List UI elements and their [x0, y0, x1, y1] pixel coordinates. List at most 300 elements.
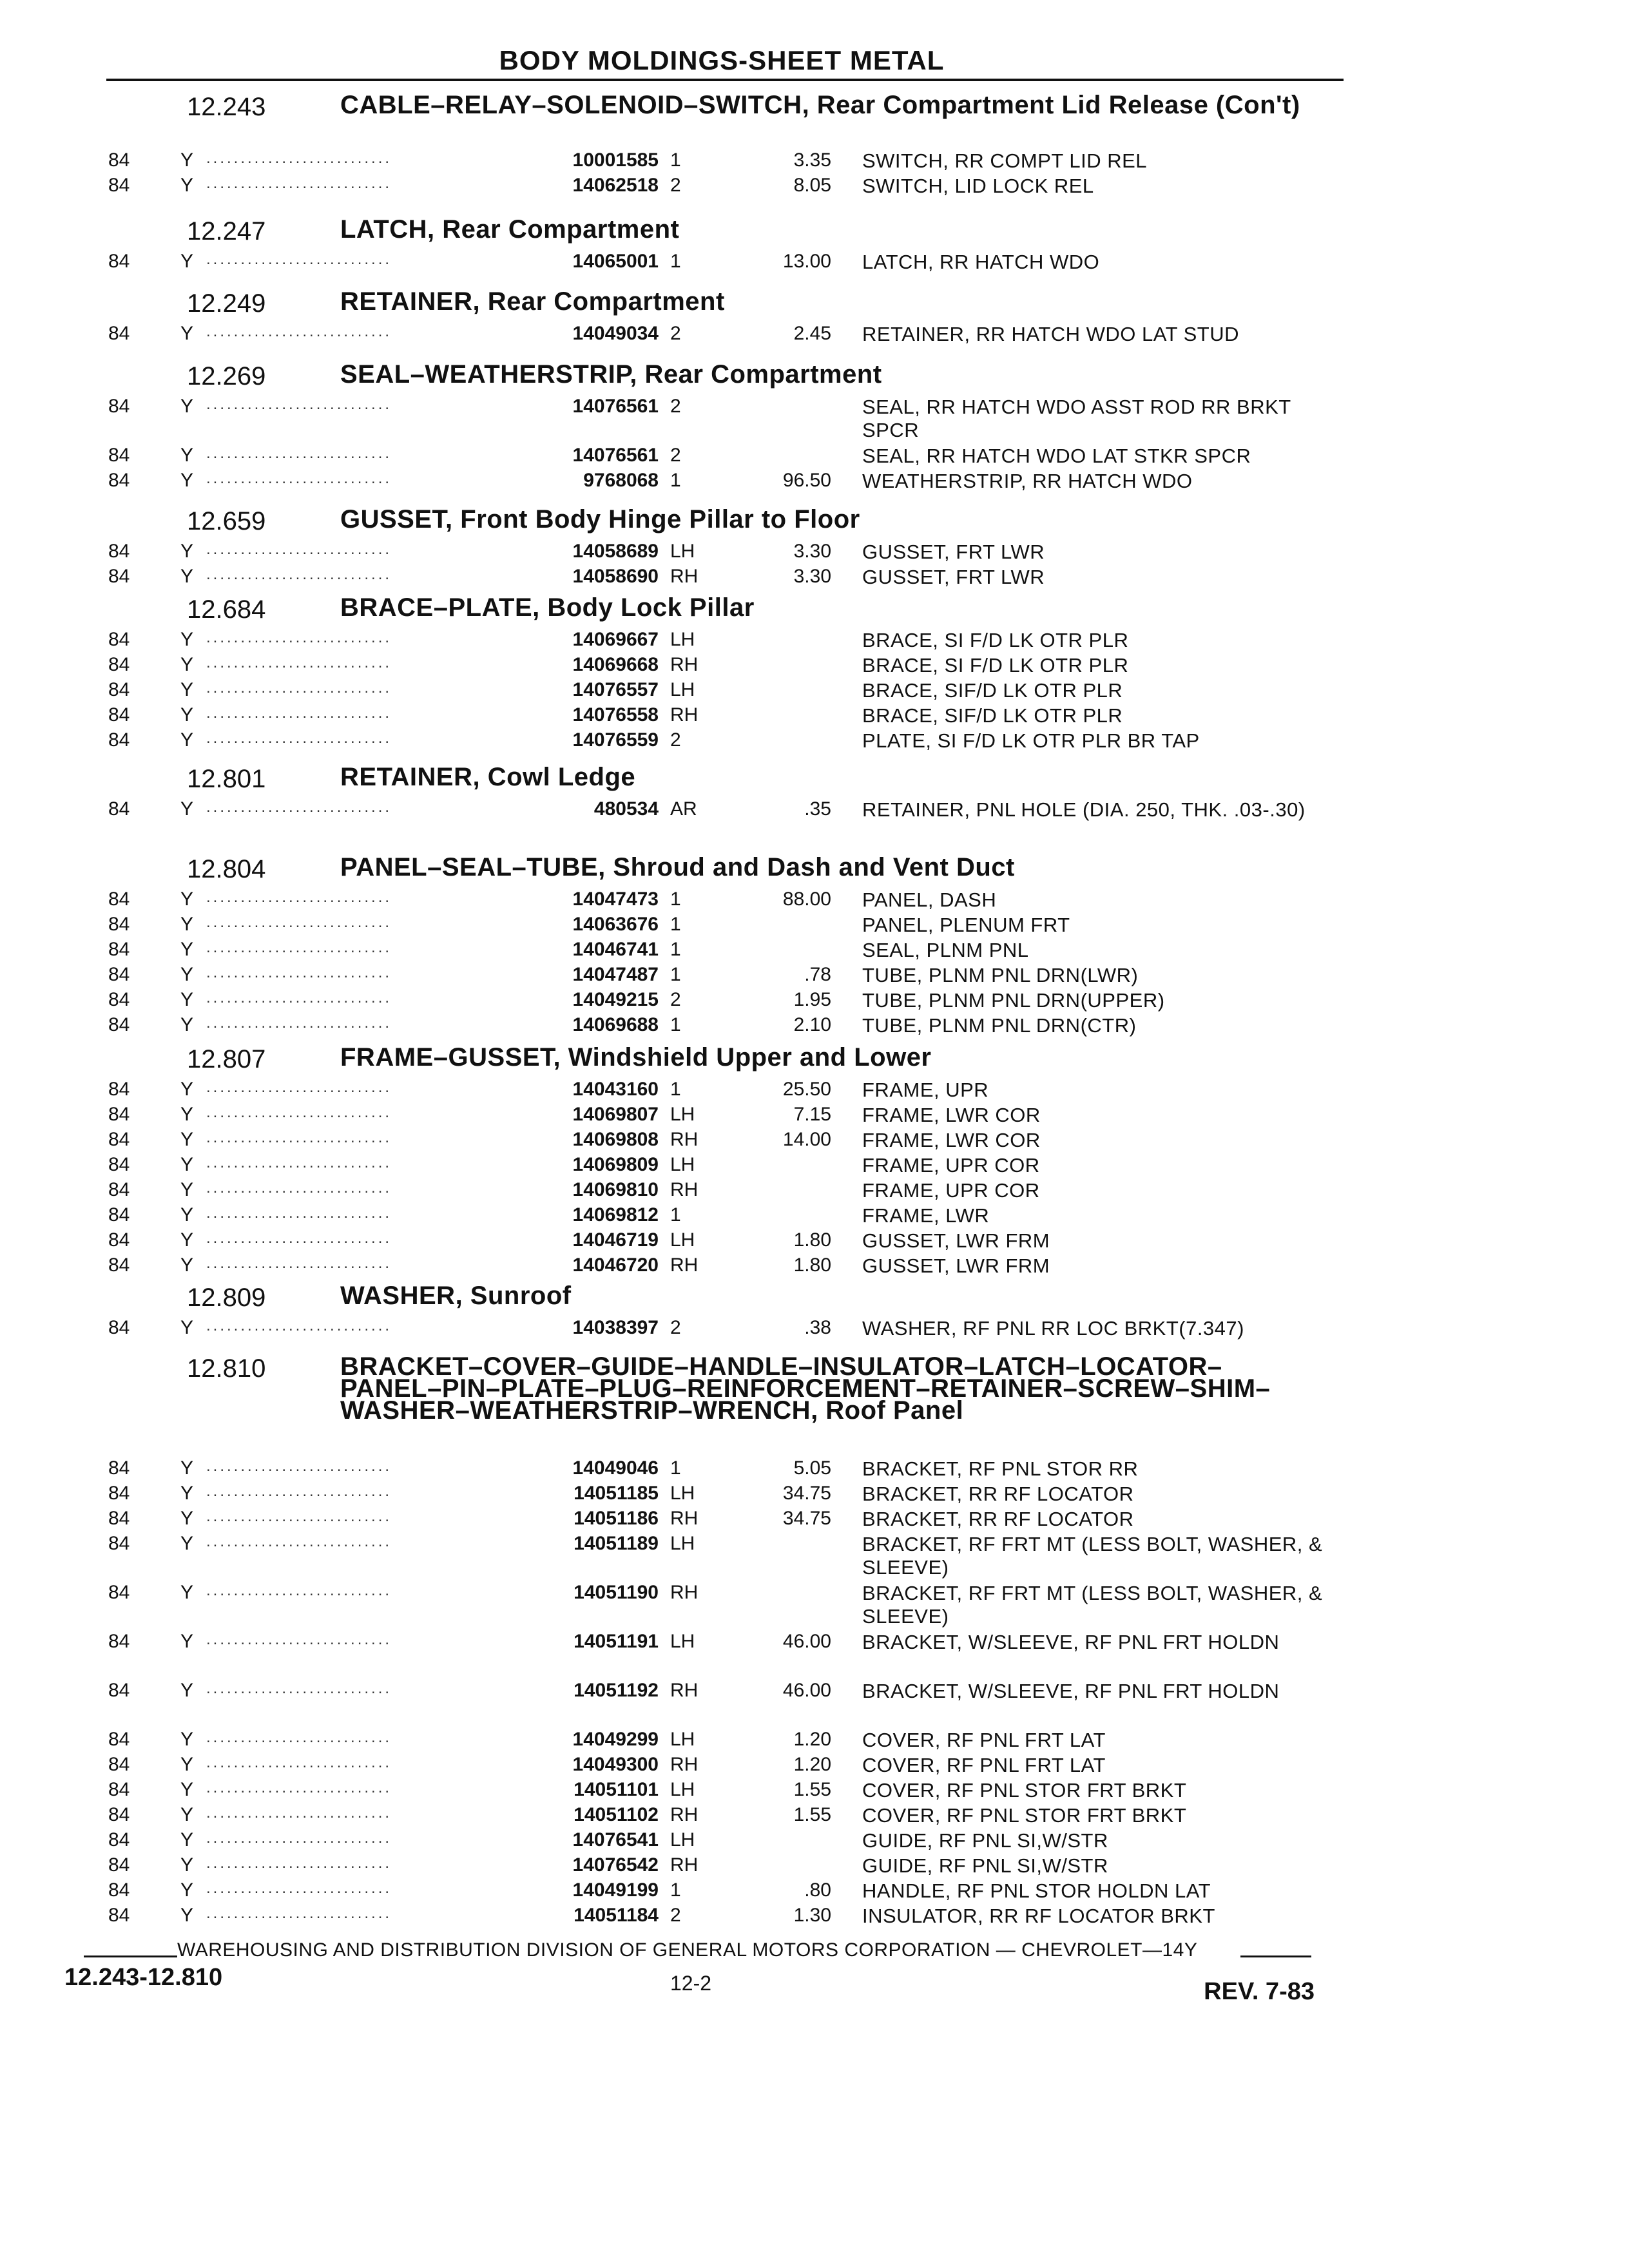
price: 3.35	[793, 149, 831, 171]
section-title: RETAINER, Cowl Ledge	[340, 763, 636, 791]
quantity: 2	[670, 323, 681, 344]
row-year: 84	[108, 704, 130, 726]
part-number: 14049299	[572, 1729, 659, 1750]
quantity: 1	[670, 1014, 681, 1035]
row-code: Y	[180, 1582, 194, 1603]
row-year: 84	[108, 566, 130, 587]
row-leader-dots: ...........................	[206, 1229, 392, 1247]
quantity: RH	[670, 654, 699, 675]
row-code: Y	[180, 1179, 194, 1200]
row-year: 84	[108, 1079, 130, 1100]
row-code: Y	[180, 1254, 194, 1276]
row-leader-dots: ...........................	[206, 1457, 392, 1475]
part-description: INSULATOR, RR RF LOCATOR BRKT	[862, 1905, 1215, 1927]
part-description: TUBE, PLNM PNL DRN(LWR)	[862, 964, 1139, 986]
part-description: GUSSET, LWR FRM	[862, 1254, 1050, 1277]
price: 34.75	[782, 1508, 831, 1529]
part-description: SWITCH, RR COMPT LID REL	[862, 149, 1148, 172]
part-description: FRAME, LWR	[862, 1204, 990, 1227]
section-title: BRACKET–COVER–GUIDE–HANDLE–INSULATOR–LATCH–LOCATOR–PANEL–PIN–PLATE–PLUG–REINFORCEMENT–RETAINER–SCREW–SHIM–WASHER–WEATHERSTRIP–WRENCH, Roof Panel	[340, 1352, 1271, 1425]
quantity: RH	[670, 1804, 699, 1825]
price: 13.00	[782, 251, 831, 272]
part-number: 14069807	[572, 1104, 659, 1125]
row-code: Y	[180, 175, 194, 196]
row-year: 84	[108, 1229, 130, 1251]
row-year: 84	[108, 1014, 130, 1035]
price: 3.30	[793, 566, 831, 587]
section-number: 12.659	[187, 507, 266, 535]
row-code: Y	[180, 445, 194, 466]
quantity: 1	[670, 1879, 681, 1901]
row-leader-dots: ...........................	[206, 1854, 392, 1872]
row-year: 84	[108, 470, 130, 491]
row-code: Y	[180, 798, 194, 820]
row-code: Y	[180, 1905, 194, 1926]
part-description: FRAME, UPR COR	[862, 1154, 1040, 1177]
part-number: 14058690	[572, 566, 659, 587]
row-leader-dots: ...........................	[206, 175, 392, 192]
part-description: PLATE, SI F/D LK OTR PLR BR TAP	[862, 729, 1200, 752]
section-number: 12.684	[187, 595, 266, 624]
price: 14.00	[782, 1129, 831, 1150]
price: 1.55	[793, 1804, 831, 1825]
section-title: SEAL–WEATHERSTRIP, Rear Compartment	[340, 360, 882, 389]
quantity: 2	[670, 729, 681, 751]
row-leader-dots: ...........................	[206, 1879, 392, 1897]
row-year: 84	[108, 1829, 130, 1850]
row-year: 84	[108, 251, 130, 272]
part-number: 14065001	[572, 251, 659, 272]
row-code: Y	[180, 1129, 194, 1150]
part-number: 14046741	[572, 939, 659, 960]
part-number: 14049215	[572, 989, 659, 1010]
quantity: 2	[670, 175, 681, 196]
row-code: Y	[180, 251, 194, 272]
quantity: LH	[670, 679, 695, 700]
part-number: 14058689	[572, 541, 659, 562]
part-number: 14069688	[572, 1014, 659, 1035]
part-number: 14049300	[572, 1754, 659, 1775]
row-leader-dots: ...........................	[206, 1079, 392, 1096]
quantity: RH	[670, 1680, 699, 1701]
quantity: RH	[670, 1854, 699, 1876]
quantity: 1	[670, 1204, 681, 1225]
part-description: PANEL, PLENUM FRT	[862, 914, 1070, 936]
row-code: Y	[180, 679, 194, 700]
row-leader-dots: ...........................	[206, 629, 392, 646]
part-number: 14051185	[574, 1483, 659, 1504]
part-number: 14069667	[572, 629, 659, 650]
row-code: Y	[180, 629, 194, 650]
part-number: 10001585	[572, 149, 659, 171]
part-description: COVER, RF PNL FRT LAT	[862, 1754, 1106, 1776]
row-leader-dots: ...........................	[206, 1729, 392, 1746]
quantity: LH	[670, 1104, 695, 1125]
row-year: 84	[108, 629, 130, 650]
part-number: 14062518	[572, 175, 659, 196]
row-code: Y	[180, 654, 194, 675]
part-number: 14047473	[572, 889, 659, 910]
quantity: 1	[670, 251, 681, 272]
row-year: 84	[108, 1631, 130, 1652]
row-leader-dots: ...........................	[206, 566, 392, 583]
price: 3.30	[793, 541, 831, 562]
part-number: 9768068	[583, 470, 659, 491]
part-number: 14049199	[572, 1879, 659, 1901]
quantity: LH	[670, 1483, 695, 1504]
part-number: 14047487	[572, 964, 659, 985]
part-number: 14076558	[572, 704, 659, 726]
quantity: RH	[670, 1582, 699, 1603]
quantity: RH	[670, 1179, 699, 1200]
row-leader-dots: ...........................	[206, 989, 392, 1006]
quantity: RH	[670, 566, 699, 587]
footer-revision: REV. 7-83	[1204, 1978, 1315, 2005]
row-year: 84	[108, 1905, 130, 1926]
row-code: Y	[180, 939, 194, 960]
quantity: 1	[670, 939, 681, 960]
price: 88.00	[782, 889, 831, 910]
quantity: RH	[670, 1254, 699, 1276]
section-number: 12.801	[187, 765, 266, 793]
row-year: 84	[108, 1779, 130, 1800]
part-description: FRAME, UPR	[862, 1079, 989, 1101]
part-description: GUSSET, FRT LWR	[862, 541, 1045, 563]
price: .78	[804, 964, 831, 985]
footer-division: WAREHOUSING AND DISTRIBUTION DIVISION OF GENERAL MOTORS CORPORATION — CHEVROLET—14Y	[177, 1939, 1198, 1961]
quantity: 2	[670, 396, 681, 417]
row-code: Y	[180, 1457, 194, 1479]
row-year: 84	[108, 1854, 130, 1876]
part-number: 14076542	[572, 1854, 659, 1876]
part-description: COVER, RF PNL STOR FRT BRKT	[862, 1804, 1187, 1827]
price: 1.80	[793, 1254, 831, 1276]
quantity: 2	[670, 445, 681, 466]
part-number: 14051191	[574, 1631, 659, 1652]
row-leader-dots: ...........................	[206, 679, 392, 697]
part-number: 14051184	[574, 1905, 659, 1926]
row-leader-dots: ...........................	[206, 1204, 392, 1222]
row-year: 84	[108, 1582, 130, 1603]
section-title: WASHER, Sunroof	[340, 1282, 572, 1310]
row-code: Y	[180, 470, 194, 491]
footer-range: 12.243-12.810	[64, 1964, 223, 1991]
row-code: Y	[180, 566, 194, 587]
price: 2.10	[793, 1014, 831, 1035]
price: .80	[804, 1879, 831, 1901]
row-year: 84	[108, 1879, 130, 1901]
part-number: 14051190	[574, 1582, 659, 1603]
price: .38	[804, 1317, 831, 1338]
row-leader-dots: ...........................	[206, 1754, 392, 1771]
part-description: PANEL, DASH	[862, 889, 997, 911]
row-year: 84	[108, 729, 130, 751]
quantity: LH	[670, 1829, 695, 1850]
section-title: RETAINER, Rear Compartment	[340, 287, 725, 316]
part-description: BRACKET, RR RF LOCATOR	[862, 1483, 1134, 1505]
quantity: 1	[670, 889, 681, 910]
section-number: 12.804	[187, 855, 266, 883]
row-leader-dots: ...........................	[206, 1533, 392, 1550]
row-year: 84	[108, 798, 130, 820]
row-code: Y	[180, 889, 194, 910]
row-leader-dots: ...........................	[206, 396, 392, 413]
row-code: Y	[180, 704, 194, 726]
quantity: LH	[670, 1154, 695, 1175]
section-number: 12.243	[187, 93, 266, 121]
header-rule	[106, 79, 1344, 81]
row-code: Y	[180, 1483, 194, 1504]
row-code: Y	[180, 1779, 194, 1800]
row-code: Y	[180, 541, 194, 562]
row-year: 84	[108, 1317, 130, 1338]
row-year: 84	[108, 1754, 130, 1775]
row-code: Y	[180, 1229, 194, 1251]
part-description: FRAME, UPR COR	[862, 1179, 1040, 1202]
quantity: 1	[670, 914, 681, 935]
row-leader-dots: ...........................	[206, 1779, 392, 1796]
part-number: 14049034	[572, 323, 659, 344]
part-description: SEAL, PLNM PNL	[862, 939, 1029, 961]
quantity: AR	[670, 798, 697, 820]
price: 46.00	[782, 1680, 831, 1701]
quantity: 1	[670, 964, 681, 985]
part-description: TUBE, PLNM PNL DRN(UPPER)	[862, 989, 1165, 1012]
section-title: GUSSET, Front Body Hinge Pillar to Floor	[340, 505, 860, 533]
price: 5.05	[793, 1457, 831, 1479]
part-description: GUIDE, RF PNL SI,W/STR	[862, 1829, 1108, 1852]
quantity: LH	[670, 1631, 695, 1652]
quantity: LH	[670, 1229, 695, 1251]
row-code: Y	[180, 1854, 194, 1876]
part-description: BRACE, SI F/D LK OTR PLR	[862, 629, 1129, 651]
row-leader-dots: ...........................	[206, 1014, 392, 1032]
row-leader-dots: ...........................	[206, 939, 392, 956]
row-leader-dots: ...........................	[206, 1317, 392, 1334]
row-leader-dots: ...........................	[206, 798, 392, 816]
part-number: 14069812	[572, 1204, 659, 1225]
row-year: 84	[108, 914, 130, 935]
price: 1.80	[793, 1229, 831, 1251]
part-description: COVER, RF PNL STOR FRT BRKT	[862, 1779, 1187, 1802]
part-description: FRAME, LWR COR	[862, 1104, 1041, 1126]
part-number: 14063676	[572, 914, 659, 935]
price: 1.20	[793, 1754, 831, 1775]
row-year: 84	[108, 1483, 130, 1504]
section-number: 12.269	[187, 362, 266, 390]
quantity: 1	[670, 1079, 681, 1100]
part-number: 14049046	[572, 1457, 659, 1479]
row-code: Y	[180, 1317, 194, 1338]
row-code: Y	[180, 396, 194, 417]
part-number: 14051102	[574, 1804, 659, 1825]
quantity: LH	[670, 541, 695, 562]
footer-page-number: 12-2	[670, 1972, 712, 1995]
row-code: Y	[180, 1204, 194, 1225]
quantity: 1	[670, 470, 681, 491]
part-description: BRACE, SIF/D LK OTR PLR	[862, 704, 1123, 727]
part-description: HANDLE, RF PNL STOR HOLDN LAT	[862, 1879, 1211, 1902]
section-title: PANEL–SEAL–TUBE, Shroud and Dash and Vent Duct	[340, 853, 1015, 881]
part-description: WEATHERSTRIP, RR HATCH WDO	[862, 470, 1193, 492]
row-leader-dots: ...........................	[206, 964, 392, 981]
row-code: Y	[180, 729, 194, 751]
row-year: 84	[108, 1533, 130, 1554]
part-description: RETAINER, PNL HOLE (DIA. 250, THK. .03-.30)	[862, 798, 1306, 821]
part-number: 14051189	[574, 1533, 659, 1554]
row-year: 84	[108, 445, 130, 466]
row-leader-dots: ...........................	[206, 1254, 392, 1272]
price: 96.50	[782, 470, 831, 491]
row-year: 84	[108, 149, 130, 171]
row-code: Y	[180, 1508, 194, 1529]
row-code: Y	[180, 964, 194, 985]
part-description: LATCH, RR HATCH WDO	[862, 251, 1100, 273]
section-number: 12.247	[187, 217, 266, 245]
part-description: WASHER, RF PNL RR LOC BRKT(7.347)	[862, 1317, 1244, 1340]
price: 34.75	[782, 1483, 831, 1504]
row-leader-dots: ...........................	[206, 470, 392, 487]
row-year: 84	[108, 1154, 130, 1175]
price: 1.55	[793, 1779, 831, 1800]
quantity: 2	[670, 1905, 681, 1926]
section-title: BRACE–PLATE, Body Lock Pillar	[340, 593, 755, 622]
section-number: 12.809	[187, 1283, 266, 1312]
row-year: 84	[108, 1804, 130, 1825]
part-description: GUIDE, RF PNL SI,W/STR	[862, 1854, 1108, 1877]
row-leader-dots: ...........................	[206, 1905, 392, 1922]
part-number: 14069808	[572, 1129, 659, 1150]
row-year: 84	[108, 889, 130, 910]
row-leader-dots: ...........................	[206, 1829, 392, 1847]
row-year: 84	[108, 175, 130, 196]
row-leader-dots: ...........................	[206, 323, 392, 340]
section-number: 12.807	[187, 1045, 266, 1073]
part-number: 14069810	[572, 1179, 659, 1200]
part-number: 14076557	[572, 679, 659, 700]
price: 1.95	[793, 989, 831, 1010]
price: 25.50	[782, 1079, 831, 1100]
part-description: BRACKET, RF FRT MT (LESS BOLT, WASHER, & SLEEVE)	[862, 1533, 1323, 1579]
part-description: BRACKET, RF FRT MT (LESS BOLT, WASHER, & SLEEVE)	[862, 1582, 1323, 1628]
part-description: BRACKET, RF PNL STOR RR	[862, 1457, 1139, 1480]
section-title: CABLE–RELAY–SOLENOID–SWITCH, Rear Compartment Lid Release (Con't)	[340, 91, 1300, 119]
part-number: 14069668	[572, 654, 659, 675]
row-code: Y	[180, 1079, 194, 1100]
quantity: RH	[670, 1754, 699, 1775]
quantity: RH	[670, 1129, 699, 1150]
price: 8.05	[793, 175, 831, 196]
row-year: 84	[108, 396, 130, 417]
part-number: 14051101	[574, 1779, 659, 1800]
quantity: 1	[670, 149, 681, 171]
part-number: 14069809	[572, 1154, 659, 1175]
row-year: 84	[108, 989, 130, 1010]
row-leader-dots: ...........................	[206, 914, 392, 931]
price: 1.30	[793, 1905, 831, 1926]
quantity: RH	[670, 704, 699, 726]
row-leader-dots: ...........................	[206, 1129, 392, 1146]
row-year: 84	[108, 1680, 130, 1701]
row-leader-dots: ...........................	[206, 149, 392, 167]
part-description: SEAL, RR HATCH WDO LAT STKR SPCR	[862, 445, 1251, 467]
quantity: LH	[670, 629, 695, 650]
section-number: 12.810	[187, 1354, 266, 1383]
row-code: Y	[180, 1631, 194, 1652]
row-leader-dots: ...........................	[206, 1154, 392, 1171]
row-code: Y	[180, 1680, 194, 1701]
quantity: RH	[670, 1508, 699, 1529]
part-number: 14038397	[572, 1317, 659, 1338]
row-code: Y	[180, 1154, 194, 1175]
row-code: Y	[180, 914, 194, 935]
row-leader-dots: ...........................	[206, 729, 392, 747]
row-year: 84	[108, 939, 130, 960]
row-year: 84	[108, 1204, 130, 1225]
section-number: 12.249	[187, 289, 266, 318]
row-year: 84	[108, 541, 130, 562]
row-code: Y	[180, 1804, 194, 1825]
row-year: 84	[108, 1129, 130, 1150]
price: .35	[804, 798, 831, 820]
row-leader-dots: ...........................	[206, 1582, 392, 1599]
row-code: Y	[180, 989, 194, 1010]
quantity: 2	[670, 989, 681, 1010]
price: 2.45	[793, 323, 831, 344]
part-number: 14046720	[572, 1254, 659, 1276]
footer-rule-left	[84, 1956, 177, 1957]
part-number: 14076541	[572, 1829, 659, 1850]
row-code: Y	[180, 1533, 194, 1554]
part-description: BRACE, SIF/D LK OTR PLR	[862, 679, 1123, 702]
part-description: BRACE, SI F/D LK OTR PLR	[862, 654, 1129, 677]
row-code: Y	[180, 1754, 194, 1775]
part-number: 14076561	[572, 445, 659, 466]
part-number: 14076561	[572, 396, 659, 417]
row-year: 84	[108, 1508, 130, 1529]
footer-rule-right	[1240, 1956, 1311, 1957]
row-year: 84	[108, 1254, 130, 1276]
page-title: BODY MOLDINGS-SHEET METAL	[499, 45, 945, 75]
part-description: BRACKET, W/SLEEVE, RF PNL FRT HOLDN	[862, 1631, 1280, 1653]
row-code: Y	[180, 1014, 194, 1035]
row-leader-dots: ...........................	[206, 889, 392, 906]
part-description: GUSSET, LWR FRM	[862, 1229, 1050, 1252]
row-code: Y	[180, 149, 194, 171]
row-leader-dots: ...........................	[206, 654, 392, 671]
row-leader-dots: ...........................	[206, 1483, 392, 1500]
part-number: 14043160	[572, 1079, 659, 1100]
row-leader-dots: ...........................	[206, 1631, 392, 1648]
section-title: FRAME–GUSSET, Windshield Upper and Lower	[340, 1043, 932, 1072]
row-year: 84	[108, 654, 130, 675]
row-year: 84	[108, 1104, 130, 1125]
row-leader-dots: ...........................	[206, 1804, 392, 1821]
row-leader-dots: ...........................	[206, 1680, 392, 1697]
part-description: BRACKET, W/SLEEVE, RF PNL FRT HOLDN	[862, 1680, 1280, 1702]
row-leader-dots: ...........................	[206, 1179, 392, 1196]
row-leader-dots: ...........................	[206, 1104, 392, 1121]
quantity: LH	[670, 1779, 695, 1800]
part-number: 14076559	[572, 729, 659, 751]
part-description: RETAINER, RR HATCH WDO LAT STUD	[862, 323, 1240, 345]
quantity: 1	[670, 1457, 681, 1479]
part-number: 14046719	[572, 1229, 659, 1251]
row-code: Y	[180, 1879, 194, 1901]
quantity: LH	[670, 1533, 695, 1554]
part-description: SEAL, RR HATCH WDO ASST ROD RR BRKT SPCR	[862, 396, 1291, 441]
row-leader-dots: ...........................	[206, 445, 392, 462]
